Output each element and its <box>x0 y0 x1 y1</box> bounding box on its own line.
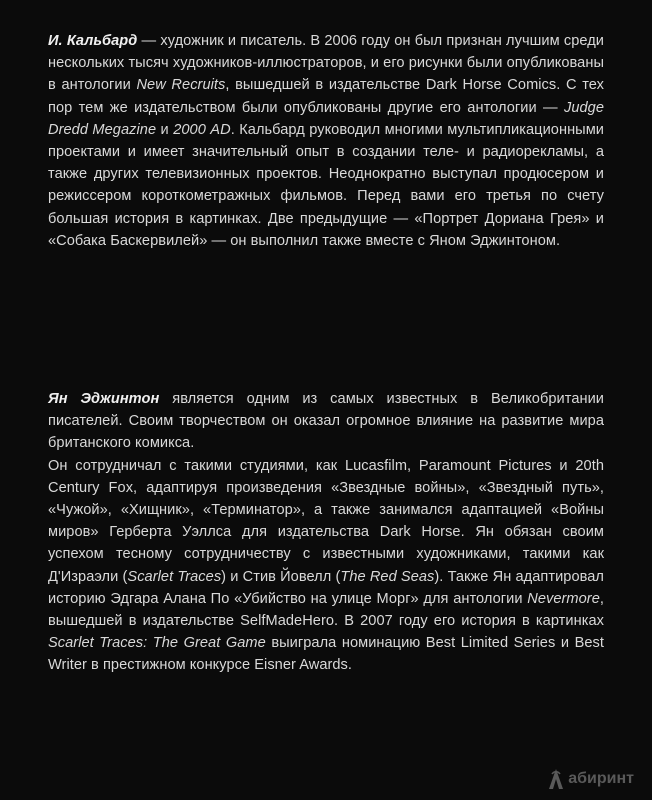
labirint-logo-icon <box>546 768 566 790</box>
title-italic: Scarlet Traces <box>127 568 222 585</box>
author-bio-kalbard <box>48 30 604 252</box>
author-name: И. Кальбард <box>48 33 138 49</box>
author-bio-edginton <box>48 388 604 677</box>
author-name: Ян Эджинтон <box>48 391 160 407</box>
title-italic: Scarlet Traces: The Great Game <box>48 635 266 652</box>
bio-text: , вышедшей в издательстве SelfMadeHero. В 2007 году его история в картинках <box>48 590 604 630</box>
title-italic: Nevermore <box>527 590 600 607</box>
watermark-text: абиринт <box>568 770 634 787</box>
bio-text: выиграла номинацию Best Limited Series и Best Writer в престижном конкурсе Eisner Awards. <box>48 635 604 674</box>
bio-text: Он сотрудничал с такими студиями, как Lucasfilm, Paramount Pictures и 20th Century Fox, адаптируя произведения «Звездные войны», «Звездный путь», «Чужой», «Хищник», «Терминатор», а также занимался адаптацией «Войны миров» Герберта Уэллса для издательства Dark Horse. Ян обязан своим успехом тесному сотрудничеству с известными художниками, такими как Д'Израэли ( <box>48 457 604 585</box>
title-italic: 2000 AD <box>173 121 231 138</box>
labirint-watermark <box>546 768 634 790</box>
bio-paragraph <box>48 455 604 677</box>
bio-text: и <box>156 121 174 138</box>
bio-paragraph <box>48 30 604 252</box>
title-italic: The Red Seas <box>340 568 435 585</box>
bio-paragraph <box>48 388 604 455</box>
title-italic: Judge Dredd Megazine <box>48 99 604 138</box>
bio-text: ). Также Ян адаптировал историю Эдгара Алана По «Убийство на улице Морг» для антологии <box>48 568 604 607</box>
title-italic: New Recruits <box>136 77 226 94</box>
bio-text: , вышедшей в издательстве Dark Horse Comics. С тех пор тем же издательством были опубликованы другие его антологии — <box>48 77 604 116</box>
bio-text: — художник и писатель. В 2006 году он был признан лучшим среди нескольких тысяч художников-иллюстраторов, и его рисунки были опубликованы в антологии <box>48 33 604 94</box>
bio-text: является одним из самых известных в Великобритании писателей. Своим творчеством он оказал огромное влияние на развитие мира британского комикса. <box>48 391 605 452</box>
bio-text: . Кальбард руководил многими мультипликационными проектами и имеет значительный опыт в создании теле- и радиорекламы, а также других телевизионных проектов. Неоднократно выступал продюсером и режиссером короткометражных фильмов. Перед вами его третья по счету большая история в картинках. Две предыдущие — «Портрет Дориана Грея» и «Собака Баскервилей» — он выполнил также вместе с Яном Эджинтоном. <box>48 121 605 249</box>
bio-text: ) и Стив Йовелл ( <box>221 568 341 585</box>
